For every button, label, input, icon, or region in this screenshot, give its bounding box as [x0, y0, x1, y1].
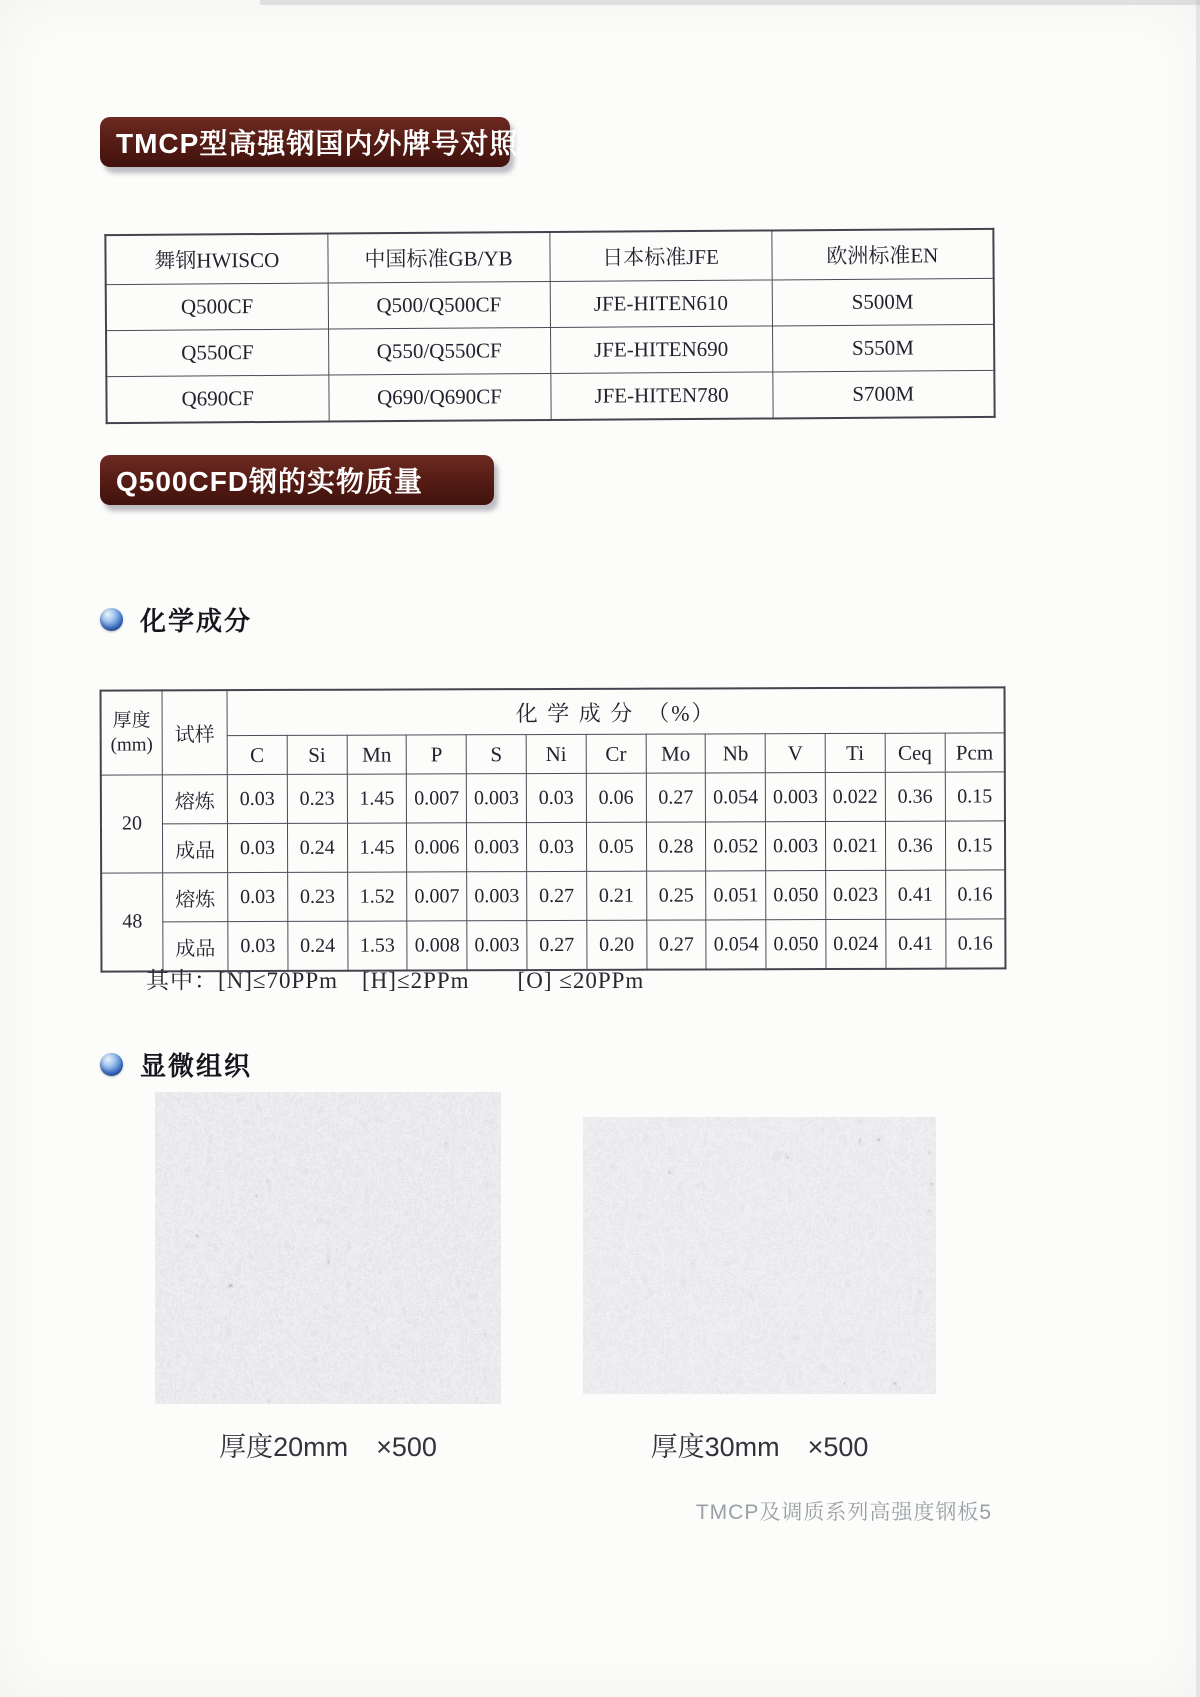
micrograph-caption-20mm: 厚度20mm ×500: [219, 1432, 437, 1462]
element-header-cell: Nb: [706, 734, 766, 773]
section-title: 化学成分: [140, 606, 253, 636]
value-cell: 0.054: [706, 920, 766, 970]
value-cell: 0.003: [466, 774, 526, 823]
grade-cell: Q550CF: [106, 329, 328, 377]
value-cell: 0.003: [467, 823, 527, 872]
value-cell: 0.20: [587, 920, 647, 970]
banner-q500cfd-quality: [100, 455, 494, 505]
micrograph-caption-30mm: 厚度30mm ×500: [650, 1432, 869, 1462]
grade-cell: S500M: [772, 278, 994, 326]
element-header-cell: Si: [287, 735, 347, 774]
gas-content-note: 其中：[N]≤70PPm [H]≤2PPm [O] ≤20PPm: [146, 968, 645, 993]
value-cell: 0.27: [527, 871, 587, 920]
value-cell: 0.051: [706, 871, 766, 920]
table-row: [101, 821, 1005, 873]
value-cell: 0.024: [826, 919, 886, 969]
element-header-cell: Mn: [347, 735, 407, 774]
section-chemistry: [100, 601, 252, 638]
value-cell: 0.054: [706, 773, 766, 822]
value-cell: 0.03: [227, 774, 287, 823]
grade-comparison-table: [104, 228, 995, 424]
value-cell: 1.53: [347, 921, 407, 971]
grade-header-cell: 日本标准JFE: [549, 230, 771, 281]
value-cell: 0.003: [467, 921, 527, 971]
thickness-column-header: 厚度 (mm): [101, 690, 163, 775]
element-header-cell: P: [407, 735, 467, 774]
chem-elements-row: [101, 733, 1005, 775]
value-cell: 0.15: [945, 772, 1005, 821]
value-cell: 0.06: [586, 773, 646, 822]
banner-title: TMCP型高强钢国内外牌号对照: [116, 128, 519, 159]
value-cell: 0.003: [766, 822, 826, 871]
element-header-cell: C: [227, 735, 287, 774]
table-row: [101, 772, 1005, 824]
value-cell: 1.45: [347, 774, 407, 823]
table-row: [101, 870, 1005, 922]
value-cell: 0.052: [706, 822, 766, 871]
value-cell: 0.003: [765, 773, 825, 822]
value-cell: 0.27: [646, 920, 706, 970]
element-header-cell: Cr: [586, 734, 646, 773]
grade-cell: S550M: [772, 324, 994, 372]
sample-cell: 成品: [162, 824, 227, 873]
element-header-cell: Pcm: [945, 733, 1005, 772]
bullet-ball-icon: [100, 1053, 123, 1076]
table-row: [106, 324, 994, 376]
grade-cell: Q500CF: [106, 283, 328, 331]
element-header-cell: Ceq: [885, 733, 945, 772]
value-cell: 0.021: [825, 821, 885, 870]
grade-header-cell: 欧洲标准EN: [771, 229, 993, 280]
value-cell: 0.023: [826, 870, 886, 919]
value-cell: 0.003: [467, 872, 527, 921]
chem-table-wrap: [100, 686, 1007, 972]
value-cell: 0.008: [407, 921, 467, 971]
grade-header-row: [105, 229, 993, 285]
value-cell: 0.03: [228, 921, 288, 971]
element-header-cell: Ti: [825, 733, 885, 772]
value-cell: 0.16: [945, 919, 1005, 969]
chem-span-header: 化 学 成 分 （%）: [227, 687, 1005, 735]
sample-column-header: 试样: [162, 690, 227, 775]
grade-header-cell: 中国标准GB/YB: [327, 232, 549, 283]
value-cell: 0.36: [885, 772, 945, 821]
value-cell: 0.022: [825, 772, 885, 821]
banner-grade-comparison: [100, 117, 519, 167]
value-cell: 0.007: [407, 872, 467, 921]
micrograph-image-30mm: [583, 1117, 936, 1394]
sample-cell: 熔炼: [162, 775, 227, 824]
value-cell: 0.03: [228, 872, 288, 921]
thickness-cell: 48: [101, 873, 163, 972]
grade-cell: JFE-HITEN780: [550, 372, 772, 420]
value-cell: 0.03: [526, 773, 586, 822]
sample-cell: 熔炼: [163, 873, 228, 922]
page-footer: TMCP及调质系列高强度钢板5: [695, 1501, 992, 1524]
sample-cell: 成品: [163, 922, 228, 972]
grade-cell: Q690CF: [106, 375, 328, 423]
value-cell: 0.41: [885, 870, 945, 919]
value-cell: 0.27: [646, 773, 706, 822]
grade-cell: JFE-HITEN690: [550, 326, 772, 374]
banner-title: Q500CFD钢的实物质量: [116, 466, 424, 497]
grade-cell: S700M: [772, 370, 994, 418]
grade-cell: Q550/Q550CF: [328, 327, 550, 375]
value-cell: 1.45: [347, 823, 407, 872]
section-microstructure: [100, 1046, 252, 1083]
bullet-ball-icon: [100, 608, 123, 631]
value-cell: 0.050: [766, 871, 826, 920]
value-cell: 0.21: [586, 871, 646, 920]
grade-table-wrap: [104, 228, 995, 424]
value-cell: 0.05: [586, 822, 646, 871]
element-header-cell: Ni: [526, 734, 586, 773]
chem-composition-table: [100, 686, 1007, 972]
value-cell: 0.25: [646, 871, 706, 920]
value-cell: 0.27: [527, 920, 587, 970]
grade-header-cell: 舞钢HWISCO: [105, 234, 327, 285]
grade-cell: Q690/Q690CF: [328, 373, 550, 421]
value-cell: 1.52: [347, 872, 407, 921]
value-cell: 0.03: [526, 822, 586, 871]
value-cell: 0.41: [886, 919, 946, 969]
value-cell: 0.16: [945, 870, 1005, 919]
value-cell: 0.36: [885, 821, 945, 870]
element-header-cell: V: [765, 734, 825, 773]
value-cell: 0.23: [287, 872, 347, 921]
section-title: 显微组织: [140, 1051, 253, 1081]
value-cell: 0.24: [287, 823, 347, 872]
value-cell: 0.23: [287, 774, 347, 823]
value-cell: 0.24: [288, 921, 348, 971]
micrograph-image-20mm: [155, 1092, 501, 1404]
value-cell: 0.15: [945, 821, 1005, 870]
value-cell: 0.006: [407, 823, 467, 872]
thickness-cell: 20: [101, 775, 163, 873]
table-row: [106, 370, 994, 423]
grade-cell: JFE-HITEN610: [550, 280, 772, 328]
value-cell: 0.050: [766, 920, 826, 970]
element-header-cell: Mo: [646, 734, 706, 773]
value-cell: 0.007: [407, 774, 467, 823]
value-cell: 0.03: [227, 823, 287, 872]
element-header-cell: S: [466, 735, 526, 774]
table-row: [106, 278, 994, 330]
chem-header-row-1: [101, 687, 1005, 736]
grade-cell: Q500/Q500CF: [328, 282, 550, 330]
value-cell: 0.28: [646, 822, 706, 871]
